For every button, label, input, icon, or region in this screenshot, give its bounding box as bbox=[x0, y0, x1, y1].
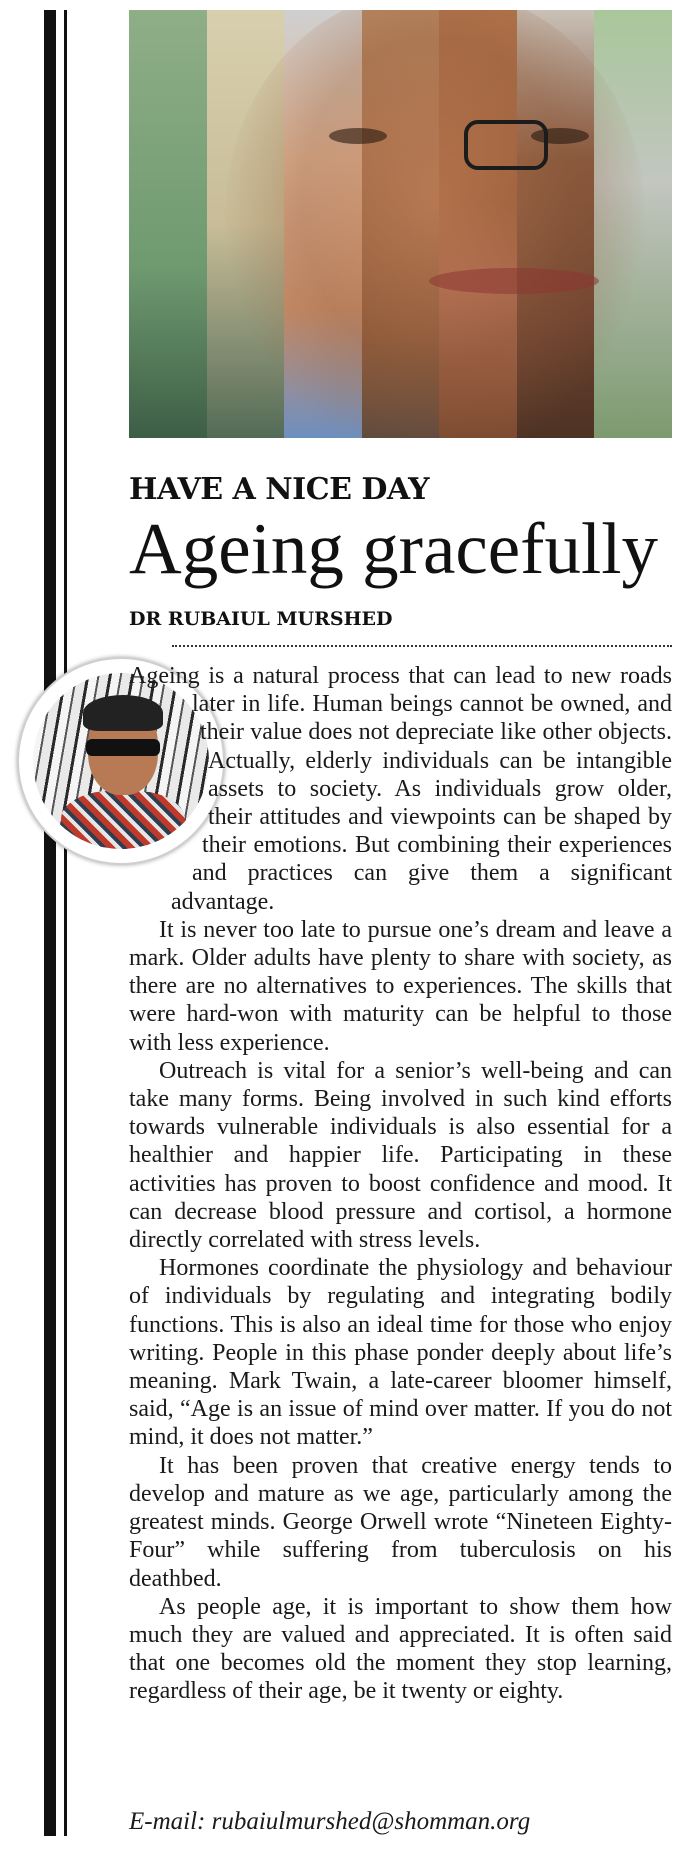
paragraph: Outreach is vital for a senior’s well-being and can take many forms. Being involved in such kind efforts towards vulnerable individuals is also essential for a healthier and happier life. Participating in these activities has proven to boost confidence and mood. It can decrease blood pressure and cortisol, a hormone directly correlated with stress levels. bbox=[129, 1057, 672, 1254]
paragraph: It has been proven that creative energy tends to develop and mature as we age, particularly among the greatest minds. George Orwell wrote “Nineteen Eighty-Four” while suffering from tuberculosis on his deathbed. bbox=[129, 1452, 672, 1592]
byline-divider bbox=[172, 645, 672, 647]
section-kicker: HAVE A NICE DAY bbox=[129, 472, 430, 507]
glasses-shape bbox=[464, 120, 548, 170]
paragraph: Ageing is a natural process that can lead to new roads later in life. Human beings cannot be owned, and their value does not depreciate like other objects. Actually, elderly individuals can be intangible assets to society. As individuals grow older, their attitudes and viewpoints can be shaped by their emotions. But combining their experiences and practices can give them a significant advantage. bbox=[129, 663, 672, 915]
column-rule-thin bbox=[64, 10, 67, 1836]
paragraph: As people age, it is important to show them how much they are valued and appreciated. It is often said that one becomes old the moment they stop learning, regardless of their age, be it twenty or eighty. bbox=[129, 1593, 672, 1705]
paragraph: Hormones coordinate the physiology and behaviour of individuals by regulating and integrating bodily functions. This is also an ideal time for those who enjoy writing. People in this phase ponder deeply about life’s meaning. Mark Twain, a late-career bloomer himself, said, “Age is an issue of mind over matter. If you do not mind, it does not matter.” bbox=[129, 1255, 672, 1451]
column-rule-thick bbox=[44, 10, 56, 1836]
article-body bbox=[129, 662, 672, 1706]
author-byline: DR RUBAIUL MURSHED bbox=[129, 608, 393, 630]
hero-image bbox=[129, 10, 672, 438]
author-email: E-mail: rubaiulmurshed@shomman.org bbox=[129, 1808, 531, 1835]
article-title: Ageing gracefully bbox=[129, 508, 659, 589]
paragraph: It is never too late to pursue one’s dream and leave a mark. Older adults have plenty to share with society, as there are no alternatives to experiences. The skills that were hard-won with maturity can be helpful to those with less experience. bbox=[129, 916, 672, 1056]
